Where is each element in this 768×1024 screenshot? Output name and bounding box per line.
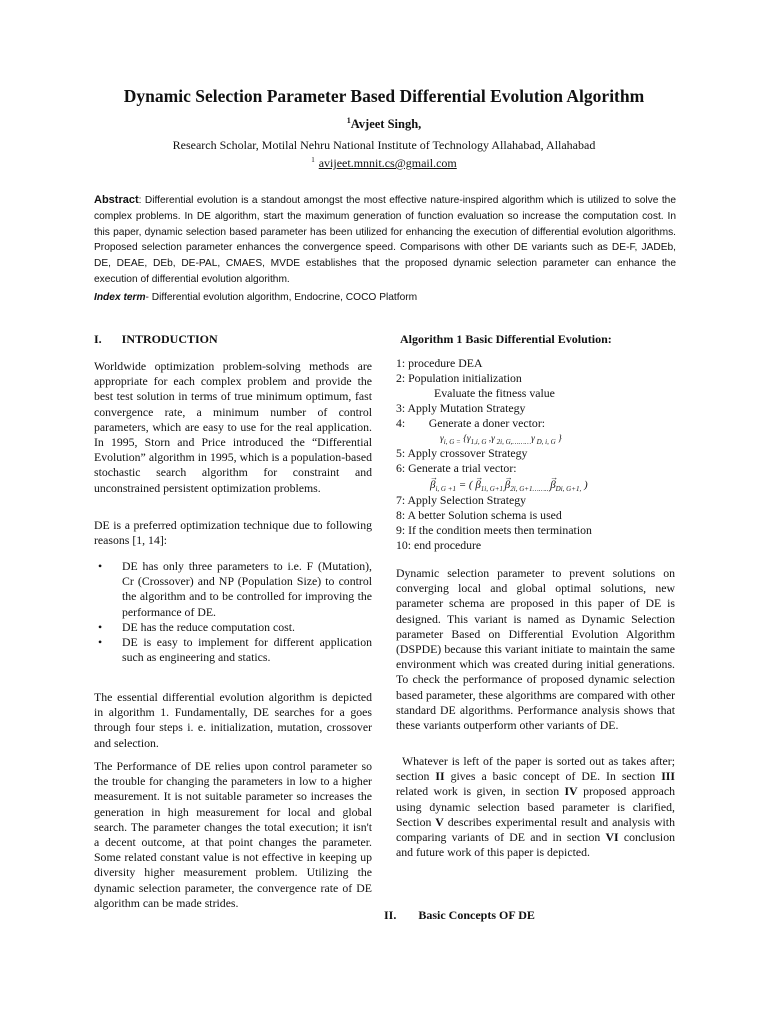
algorithm-line: 7: Apply Selection Strategy <box>396 493 527 507</box>
algorithm-line: 1: procedure DEA <box>396 356 483 370</box>
paper-title: Dynamic Selection Parameter Based Differential Evolution Algorithm <box>123 86 645 106</box>
algorithm-line: 9: If the condition meets then termination <box>396 523 592 537</box>
abstract-text: : Differential evolution is a standout amongst the most effective nature-inspired algorithm which is utilized to solve the complex problems. In DE algorithm, start the maximum generation of function evaluation so increase the computation cost. In this paper, dynamic selection based parameter has been utilized for enhancing the execution of differential evolution algorithms. Proposed selection parameter enhances the convergence speed. Comparisons with other DE variants such as DE-F, JADEb, DE, DEAE, DEb, DE-PAL, CMAES, MVDE establishes that the proposed dynamic selection parameter can enhance the execution of differential evolution algorithm. <box>94 195 676 285</box>
list-item: • DE has the reduce computation cost. <box>94 620 372 635</box>
section-ref: V <box>435 814 444 829</box>
section-ref: IV <box>564 784 578 799</box>
section-title: INTRODUCTION <box>121 332 218 346</box>
text-run: conclusion and future work of this paper is depicted. <box>396 830 675 860</box>
text-run: gives a basic concept of DE. In section <box>444 769 662 784</box>
index-term-label: Index term <box>94 292 146 303</box>
email-superscript: 1 <box>311 156 315 164</box>
algorithm-line: 2: Population initialization <box>396 371 522 385</box>
index-terms <box>94 292 676 303</box>
index-term-text: - Differential evolution algorithm, Endocrine, COCO Platform <box>145 292 418 303</box>
author-line <box>0 116 768 132</box>
institute-line: Research Scholar, Motilal Nehru National Institute of Technology Allahabad, Allahabad <box>172 138 596 152</box>
intro-paragraph-1: Worldwide optimization problem-solving methods are appropriate for each complex problem and provide the best test solution in terms of true minimum optimum, fast convergence rate, a minimum number of control parameters, which are easy to use for the real application. In 1995, Storn and Price introduced the “Differential Evolution” algorithm in 1995, which is a population-based stochastic search algorithm for constraint and unconstrained persistent optimization problems. <box>94 359 372 495</box>
algorithm-line: 8: A better Solution schema is used <box>396 508 562 522</box>
section-heading-basic-concepts <box>384 908 684 923</box>
text-run: proposed approach using dynamic selection based parameter is clarified, Section <box>396 784 675 829</box>
intro-paragraph-3: The essential differential evolution algorithm is depicted in algorithm 1. Fundamentally, DE searches for a goes through four steps i. e. initialization, mutation, crossover and selection. <box>94 690 372 750</box>
email-line <box>0 153 768 171</box>
algorithm-line: 4: Generate a doner vector: <box>396 416 546 430</box>
right-paragraph-1: Dynamic selection parameter to prevent solutions on converging local and global optimal solutions, new parameter schema are proposed in this paper of DE is designed. This variant is named as Dynamic Selection parameter Based on Differential Evolution Algorithm (DSPDE) because this variant initiate to maintain the same environment which was created during initial generations. To check the performance of proposed dynamic selection based parameter, these algorithms are compared with other standard DE algorithms. Performance analysis shows that these variants outperform other variants of DE. <box>396 566 675 733</box>
text-run: describes experimental result and analysis with comparing variants of DE and in section <box>396 814 675 845</box>
algorithm-line: 6: Generate a trial vector: <box>396 461 517 475</box>
reasons-list <box>94 559 372 665</box>
algorithm-line: 10: end procedure <box>396 538 482 552</box>
algorithm-heading: Algorithm 1 Basic Differential Evolution: <box>400 332 612 346</box>
affiliation <box>0 138 768 171</box>
list-item: • DE is easy to implement for different application such as engineering and statics. <box>94 635 372 665</box>
intro-paragraph-4: The Performance of DE relies upon control parameter so the trouble for changing the parameters in low to a higher measurement. It is not suitable parameter so increases the generation in high measurement for local and global search. The parameter changes the total execution; it isn't a decent outcome, at that point changes the parameter. Some related constant value is not effective in keeping up diversity higher measurement problem. Utilizing the dynamic selection parameter, the convergence rate of DE algorithm can be made strides. <box>94 759 372 910</box>
section-number: I. <box>94 332 102 346</box>
author-name: Avjeet Singh, <box>350 117 422 132</box>
algorithm-block <box>396 356 675 553</box>
section-number: II. <box>384 908 397 922</box>
author-superscript: 1 <box>346 116 351 125</box>
section-ref: II <box>435 769 445 784</box>
right-paragraph-2 <box>396 754 675 860</box>
algorithm-line: Evaluate the fitness value <box>434 386 555 400</box>
algorithm-line: 5: Apply crossover Strategy <box>396 446 528 460</box>
algorithm-line: 3: Apply Mutation Strategy <box>396 401 526 415</box>
text-run: Whatever is left of the paper is sorted out as takes after; section <box>396 754 675 784</box>
abstract-label: Abstract <box>94 194 139 206</box>
trial-vector-formula: → $\beta_{i, G +1}$ = ( → $\beta_{1i, G+1,}\to \beta_{2i, G+1\dots\dots..,}\to \beta_{Di, G+1,}$ ) <box>396 476 675 493</box>
list-item: • DE has only three parameters to i.e. F (Mutation), Cr (Crossover) and NP (Population Size) to control the algorithm and to be controlled for improving the performance of DE. <box>94 559 372 620</box>
section-ref: VI <box>605 830 619 845</box>
abstract <box>94 193 676 288</box>
intro-paragraph-2: DE is a preferred optimization technique due to following reasons [1, 14]: <box>94 518 372 548</box>
donor-vector-formula: $\gamma_{i, G =}$ {$\gamma_{1,i, G}$ ,γ $_{2i, G,\dots\dots\dots}$γ $_{D, i, G}$ } <box>440 434 562 446</box>
email-link[interactable]: avijeet.mnnit.cs@gmail.com <box>318 156 457 170</box>
section-ref: III <box>661 769 675 784</box>
section-title: Basic Concepts OF DE <box>418 908 535 922</box>
section-heading-introduction <box>94 332 372 347</box>
text-run: related work is given, in section <box>396 784 565 799</box>
